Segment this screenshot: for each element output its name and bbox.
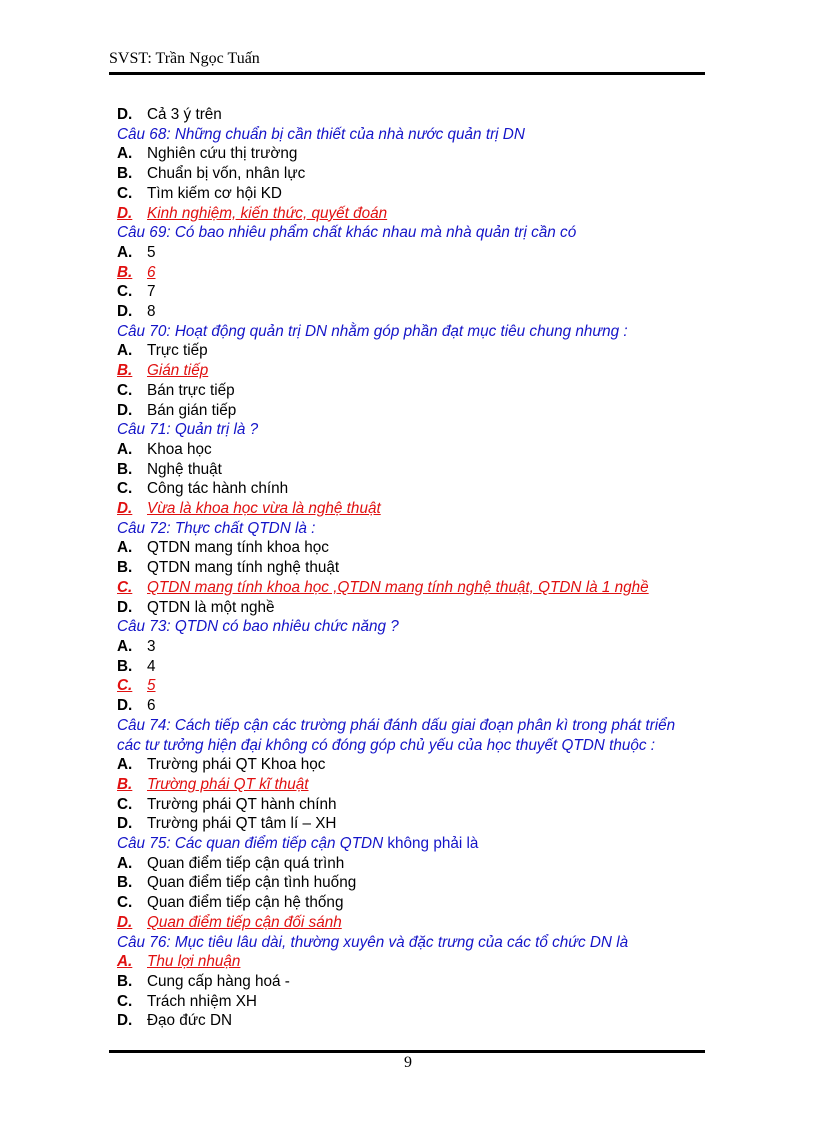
question-text: Câu 68: Những chuẩn bị cần thiết của nhà nước quản trị DN	[117, 125, 525, 143]
option	[117, 460, 697, 480]
option	[117, 598, 697, 618]
option-label: C.	[117, 283, 133, 301]
question-text: Câu 75: Các quan điểm tiếp cận QTDN	[117, 835, 384, 853]
option-text: QTDN mang tính khoa học ,QTDN mang tính nghệ thuật, QTDN là 1 nghề	[147, 578, 649, 596]
option	[117, 184, 697, 204]
option-label: B.	[117, 972, 133, 990]
option-text: Thu lợi nhuận	[147, 953, 241, 971]
option-text: Nghiên cứu thị trường	[147, 145, 298, 163]
correct-option	[117, 499, 697, 519]
option	[117, 243, 697, 263]
option	[117, 144, 697, 164]
option-label: D.	[117, 500, 133, 518]
option	[117, 814, 697, 834]
option-label: A.	[117, 145, 133, 163]
option	[117, 381, 697, 401]
page-number: 9	[404, 1054, 412, 1071]
option	[117, 538, 697, 558]
option-text: QTDN mang tính nghệ thuật	[147, 559, 340, 577]
correct-option	[117, 775, 697, 795]
option-text: Bán trực tiếp	[147, 381, 235, 399]
option-label: A.	[117, 756, 133, 774]
option-text: 5	[147, 677, 156, 695]
question-list	[117, 125, 697, 1031]
option	[117, 1011, 697, 1031]
question-block	[117, 519, 697, 618]
option-label: C.	[117, 480, 133, 498]
option-label: D.	[117, 204, 133, 222]
option-text: 5	[147, 243, 156, 261]
option-label: C.	[117, 992, 133, 1010]
option-text: Bán gián tiếp	[147, 401, 237, 419]
option-text: Trường phái QT tâm lí – XH	[147, 815, 337, 833]
option	[117, 696, 697, 716]
option-text: Trường phái QT Khoa học	[147, 756, 326, 774]
question-text: Câu 74: Cách tiếp cận các trường phái đánh dấu giai đoạn phân kì trong phát triển các tư tưởng hiện đại không có đóng góp chủ yếu của học thuyết QTDN thuộc :	[117, 716, 676, 754]
option-label: D.	[117, 303, 133, 321]
option-text: QTDN là một nghề	[147, 598, 275, 616]
option	[117, 972, 697, 992]
question-prompt	[117, 933, 697, 953]
option	[117, 401, 697, 421]
option	[117, 992, 697, 1012]
option-text: Đạo đức DN	[147, 1012, 233, 1030]
option	[117, 440, 697, 460]
question-prompt	[117, 716, 697, 755]
question-prompt	[117, 223, 697, 243]
option-label: D.	[117, 401, 133, 419]
question-prompt	[117, 125, 697, 145]
option	[117, 893, 697, 913]
correct-option	[117, 204, 697, 224]
option-text: Gián tiếp	[147, 362, 209, 380]
option-text: 8	[147, 303, 156, 321]
option	[117, 302, 697, 322]
option-label: B.	[117, 874, 133, 892]
option-text: 7	[147, 283, 156, 301]
correct-option	[117, 952, 697, 972]
option-label: A.	[117, 440, 133, 458]
question-block	[117, 834, 697, 933]
option	[117, 282, 697, 302]
option-label: C.	[117, 184, 133, 202]
option-label: A.	[117, 243, 133, 261]
question-prompt	[117, 519, 697, 539]
option-label: C.	[117, 578, 133, 596]
question-text: Câu 70: Hoạt động quản trị DN nhằm góp phần đạt mục tiêu chung nhưng :	[117, 322, 628, 340]
option	[117, 873, 697, 893]
option-text: 3	[147, 637, 156, 655]
option-text: Kinh nghiệm, kiến thức, quyết đoán	[147, 204, 388, 222]
question-block	[117, 716, 697, 834]
option-label: D.	[117, 697, 133, 715]
question-text: Câu 73: QTDN có bao nhiêu chức năng ?	[117, 618, 399, 636]
question-block	[117, 617, 697, 716]
option-label: B.	[117, 775, 133, 793]
option-text: QTDN mang tính khoa học	[147, 539, 329, 557]
option	[117, 558, 697, 578]
option-label: A.	[117, 953, 133, 971]
question-block	[117, 223, 697, 322]
option-text: Vừa là khoa học vừa là nghệ thuật	[147, 500, 381, 518]
option-label: B.	[117, 657, 133, 675]
option-text: Chuẩn bị vốn, nhân lực	[147, 165, 306, 183]
option	[117, 164, 697, 184]
page-header-author: SVST: Trần Ngọc Tuấn	[109, 50, 260, 67]
question-prompt	[117, 322, 697, 342]
option-label: D.	[117, 106, 133, 123]
question-prompt	[117, 617, 697, 637]
question-text: Câu 71: Quản trị là ?	[117, 421, 259, 439]
option-label: A.	[117, 539, 133, 557]
option-text: Cung cấp hàng hoá -	[147, 972, 290, 990]
option-label: D.	[117, 913, 133, 931]
option-text: Quan điểm tiếp cận tình huống	[147, 874, 357, 892]
footer-rule	[109, 1050, 705, 1053]
question-prompt	[117, 834, 697, 854]
option-text: Quan điểm tiếp cận hệ thống	[147, 894, 344, 912]
option-label: B.	[117, 165, 133, 183]
question-block	[117, 125, 697, 224]
question-block	[117, 420, 697, 519]
option-text: 4	[147, 657, 156, 675]
question-text-tail: không phải là	[387, 835, 479, 853]
option-label: D.	[117, 1012, 133, 1030]
correct-option	[117, 676, 697, 696]
header-rule	[109, 72, 705, 75]
option-text: Quan điểm tiếp cận quá trình	[147, 854, 345, 872]
option	[117, 479, 697, 499]
option-text: Quan điểm tiếp cận đối sánh	[147, 913, 342, 931]
option-label: B.	[117, 559, 133, 577]
correct-option	[117, 263, 697, 283]
option	[117, 341, 697, 361]
continuation-option	[117, 105, 697, 125]
option	[117, 755, 697, 775]
option-text: Khoa học	[147, 440, 212, 458]
option-text: Nghệ thuật	[147, 460, 222, 478]
option-text: Tìm kiếm cơ hội KD	[147, 184, 282, 202]
option-label: A.	[117, 342, 133, 360]
option-label: A.	[117, 854, 133, 872]
option	[117, 854, 697, 874]
option-label: C.	[117, 381, 133, 399]
correct-option	[117, 578, 697, 598]
option-text: Trực tiếp	[147, 342, 208, 360]
option-text: Trường phái QT kĩ thuật	[147, 775, 309, 793]
option-label: C.	[117, 894, 133, 912]
correct-option	[117, 361, 697, 381]
option-label: C.	[117, 795, 133, 813]
question-text: Câu 72: Thực chất QTDN là :	[117, 519, 316, 537]
question-prompt	[117, 420, 697, 440]
option-text: Cả 3 ý trên	[147, 106, 222, 123]
question-block	[117, 322, 697, 421]
option-label: B.	[117, 263, 133, 281]
option	[117, 637, 697, 657]
option-text: Trách nhiệm XH	[147, 992, 257, 1010]
option	[117, 657, 697, 677]
option	[117, 795, 697, 815]
quiz-content	[117, 105, 697, 1031]
option-text: Trường phái QT hành chính	[147, 795, 337, 813]
option-label: C.	[117, 677, 133, 695]
option-label: B.	[117, 460, 133, 478]
option-label: D.	[117, 815, 133, 833]
option-label: B.	[117, 362, 133, 380]
option-text: 6	[147, 697, 156, 715]
option-label: A.	[117, 637, 133, 655]
question-text: Câu 76: Mục tiêu lâu dài, thường xuyên và đặc trưng của các tổ chức DN là	[117, 933, 629, 951]
correct-option	[117, 913, 697, 933]
option-text: 6	[147, 263, 156, 281]
question-text: Câu 69: Có bao nhiêu phẩm chất khác nhau mà nhà quản trị cần có	[117, 224, 577, 242]
option-label: D.	[117, 598, 133, 616]
question-block	[117, 933, 697, 1032]
option-text: Công tác hành chính	[147, 480, 289, 498]
